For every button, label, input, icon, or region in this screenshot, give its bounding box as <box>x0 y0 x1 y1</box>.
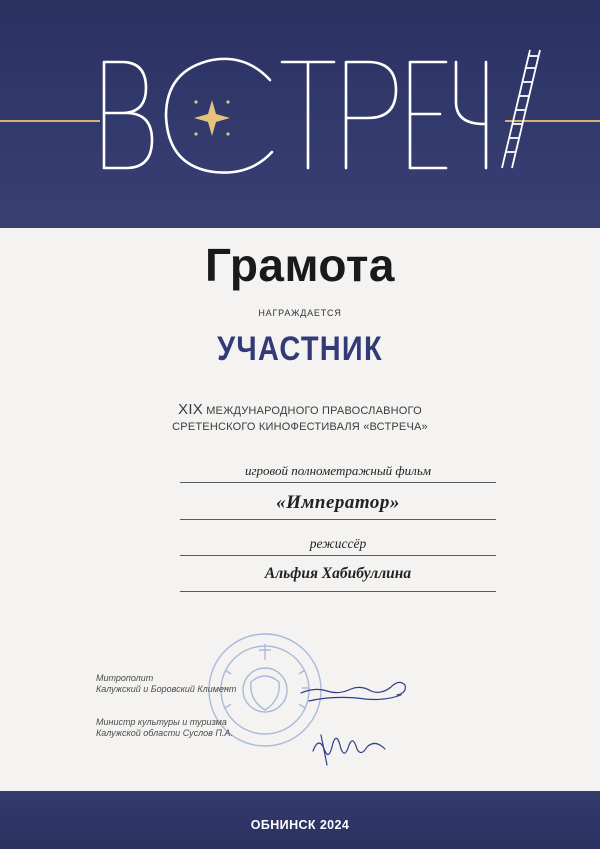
footer-place-year: ОБНИНСК 2024 <box>250 818 350 832</box>
role-field: режиссёр <box>309 536 367 551</box>
divider-line <box>180 519 496 520</box>
header-band <box>0 0 600 228</box>
person-name-field: Альфия Хабибуллина <box>264 565 412 582</box>
signatory-2-title: Министр культуры и туризма <box>96 717 227 727</box>
category-field: игровой полнометражный фильм <box>244 463 432 478</box>
festival-line-1: МЕЖДУНАРОДНОГО ПРАВОСЛАВНОГО <box>206 405 422 417</box>
festival-description <box>0 402 600 435</box>
divider-line <box>180 555 496 556</box>
signatory-2-name: Калужской области Суслов П.А. <box>96 728 233 738</box>
festival-edition: XIX <box>178 401 203 418</box>
handwritten-signature <box>295 665 435 775</box>
signatory-minister <box>96 717 233 739</box>
signatory-metropolitan <box>96 673 236 695</box>
ladder-icon <box>502 50 540 168</box>
film-title-field: «Император» <box>276 492 400 513</box>
signatory-1-title: Митрополит <box>96 673 154 683</box>
divider-line <box>180 482 496 483</box>
festival-line-2: СРЕТЕНСКОГО КИНОФЕСТИВАЛЯ «ВСТРЕЧА» <box>172 421 428 433</box>
festival-logo <box>0 40 600 190</box>
divider-line <box>180 591 496 592</box>
awarded-label: НАГРАЖДАЕТСЯ <box>258 308 342 318</box>
certificate-title: Грамота <box>205 239 395 291</box>
star-sparkle-icon <box>194 100 230 136</box>
signatory-1-name: Калужский и Боровский Климент <box>96 684 237 694</box>
recipient-title: УЧАСТНИК <box>217 330 383 368</box>
